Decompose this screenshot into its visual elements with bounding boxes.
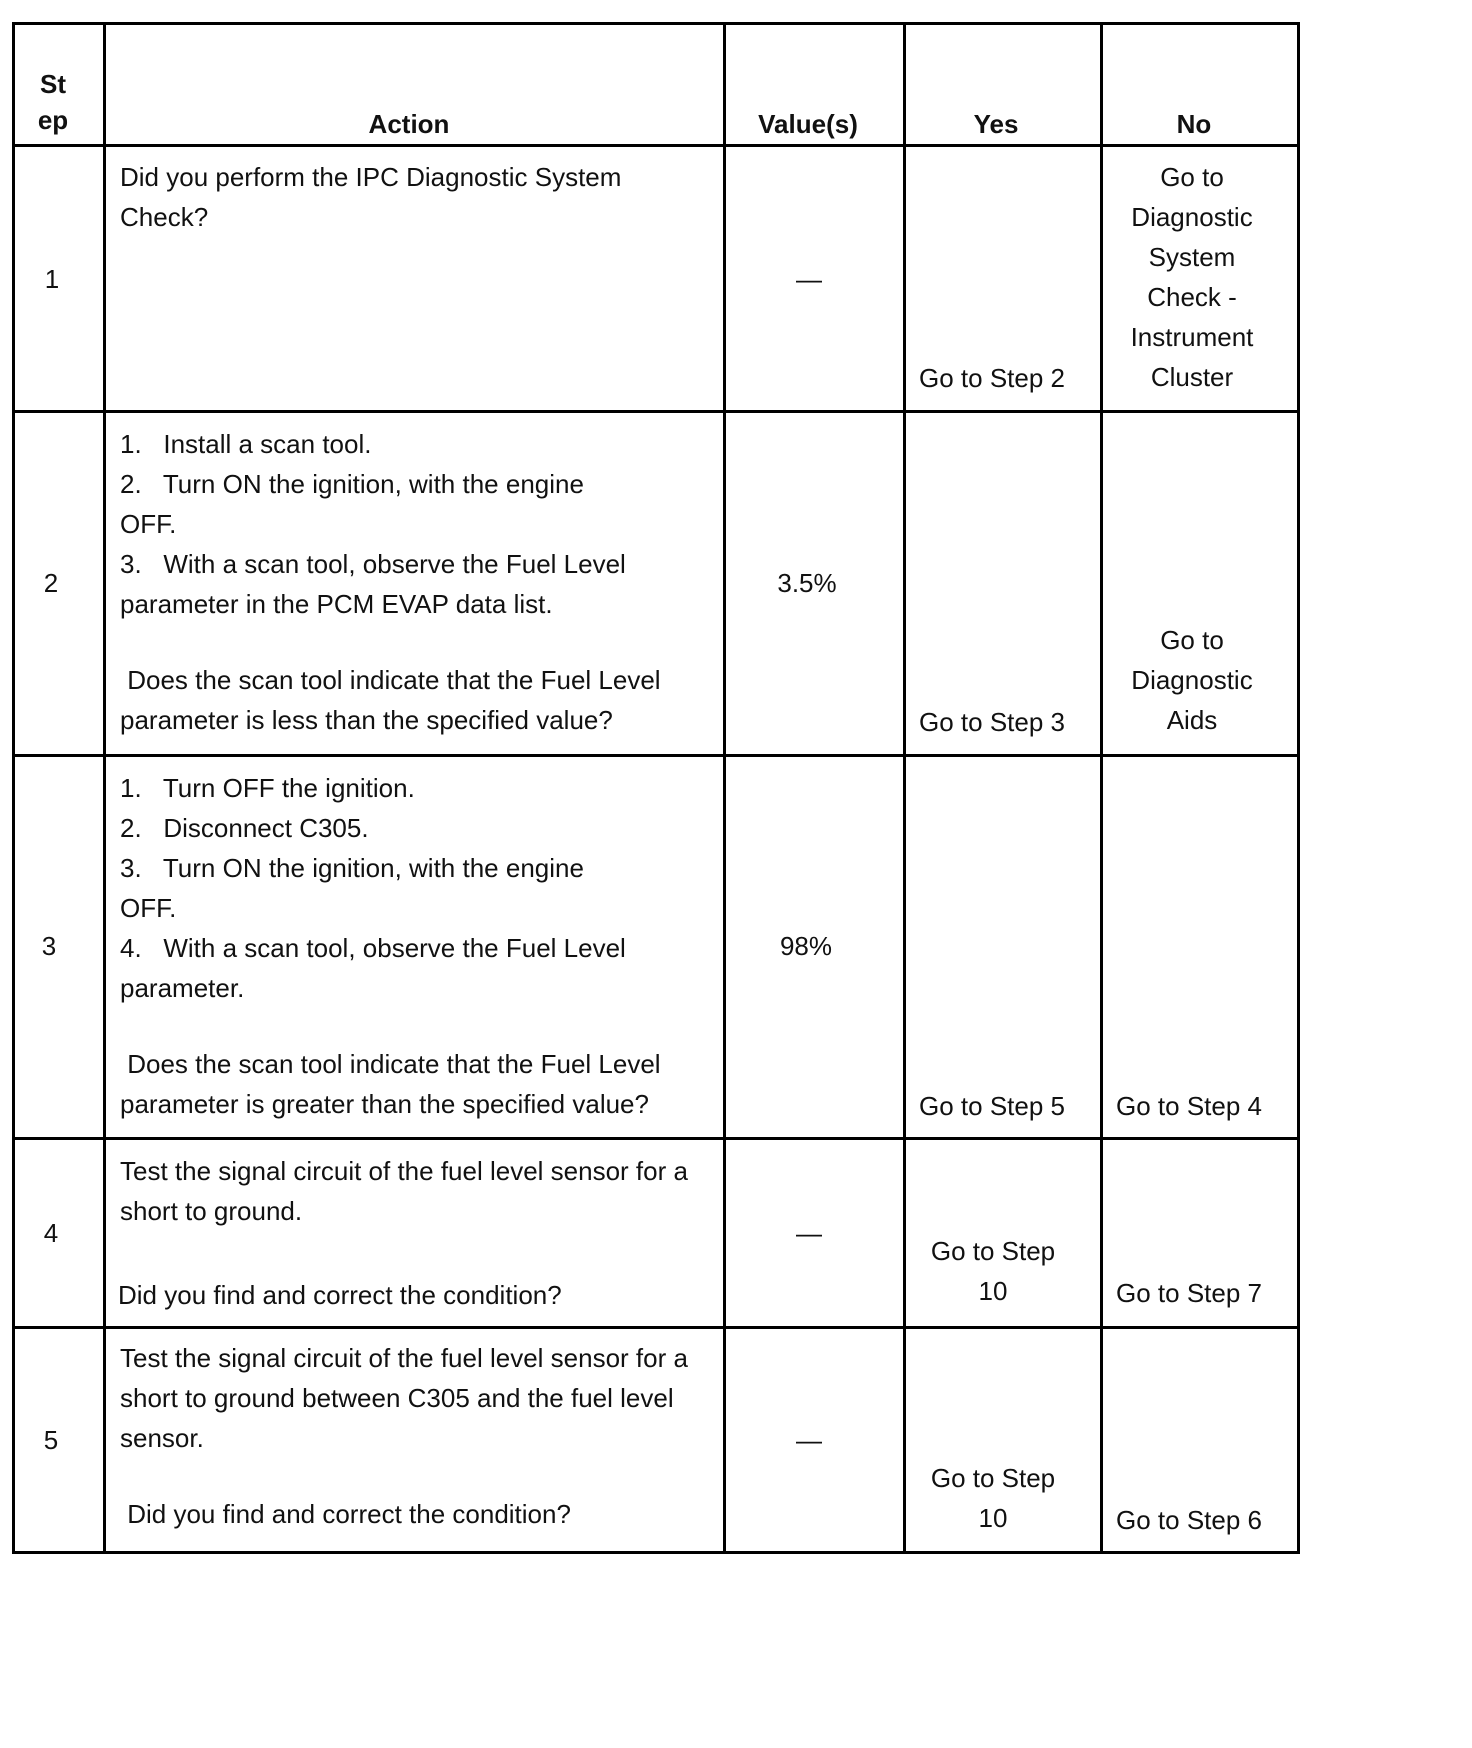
step-number: 1 (44, 264, 60, 294)
header-no: No (1176, 109, 1212, 139)
action-line: short to ground. (120, 1196, 303, 1226)
action-line: parameter in the PCM EVAP data list. (120, 589, 553, 619)
value-cell: — (796, 1218, 822, 1248)
action-line: Check? (120, 202, 209, 232)
no-cell (1103, 620, 1281, 740)
header-step-line: St (40, 69, 66, 99)
grid-line (12, 1551, 1300, 1554)
yes-cell: Go to Step 5 (919, 1091, 1065, 1121)
action-line: Does the scan tool indicate that the Fuel Level (120, 1049, 661, 1079)
action-line: Did you find and correct the condition? (120, 1499, 571, 1529)
yes-line: Go to Step (930, 1236, 1056, 1266)
no-line: System (1148, 242, 1236, 272)
value-cell: 98% (779, 931, 833, 961)
header-step (15, 66, 91, 138)
no-cell: Go to Step 7 (1116, 1278, 1262, 1308)
no-cell: Go to Step 6 (1116, 1505, 1262, 1535)
no-cell: Go to Step 4 (1116, 1091, 1262, 1121)
grid-line (12, 1137, 1300, 1140)
step-number: 2 (43, 568, 59, 598)
value-cell: 3.5% (777, 568, 837, 598)
action-line: 1. Turn OFF the ignition. (120, 773, 415, 803)
action-line: 3. With a scan tool, observe the Fuel Level (120, 549, 626, 579)
action-cell (120, 157, 720, 237)
header-yes: Yes (973, 109, 1019, 139)
step-number: 5 (43, 1425, 59, 1455)
grid-line (903, 22, 906, 1554)
no-line: Instrument (1130, 322, 1254, 352)
yes-line: Go to Step (930, 1463, 1056, 1493)
action-line: Test the signal circuit of the fuel level sensor for a (120, 1156, 688, 1186)
action-line: Did you perform the IPC Diagnostic System (120, 162, 622, 192)
action-line: sensor. (120, 1423, 204, 1453)
yes-cell: Go to Step 3 (919, 707, 1065, 737)
no-line: Go to (1160, 625, 1224, 655)
no-line: Go to (1160, 162, 1224, 192)
header-values: Value(s) (758, 109, 858, 139)
step-number: 4 (43, 1218, 59, 1248)
value-cell: — (796, 264, 822, 294)
grid-line (12, 754, 1300, 757)
action-line: parameter. (120, 973, 245, 1003)
action-line: short to ground between C305 and the fuel level (120, 1383, 674, 1413)
grid-line (12, 22, 15, 1554)
header-step-line: ep (37, 105, 69, 135)
action-line: 1. Install a scan tool. (120, 429, 372, 459)
grid-line (1297, 22, 1300, 1554)
no-line: Diagnostic (1131, 202, 1253, 232)
action-line: parameter is less than the specified value? (120, 705, 613, 735)
grid-line (103, 22, 106, 1554)
no-line: Check - (1147, 282, 1237, 312)
value-cell: — (796, 1425, 822, 1455)
action-line: parameter is greater than the specified value? (120, 1089, 649, 1119)
action-line: 2. Turn ON the ignition, with the engine (120, 469, 584, 499)
action-line: OFF. (120, 509, 177, 539)
action-line: Does the scan tool indicate that the Fuel Level (120, 665, 661, 695)
action-line: 3. Turn ON the ignition, with the engine (120, 853, 584, 883)
grid-line (12, 1326, 1300, 1329)
no-cell (1103, 157, 1281, 397)
action-cell (118, 1151, 720, 1315)
action-line: Test the signal circuit of the fuel level sensor for a (120, 1343, 688, 1373)
yes-line: 10 (978, 1276, 1008, 1306)
action-cell (120, 424, 720, 740)
action-cell (120, 1338, 720, 1534)
no-line: Diagnostic (1131, 665, 1253, 695)
action-line: OFF. (120, 893, 177, 923)
action-cell (120, 768, 720, 1124)
header-action: Action (368, 109, 450, 139)
action-line: 4. With a scan tool, observe the Fuel Level (120, 933, 626, 963)
yes-cell (906, 1231, 1080, 1311)
step-number: 3 (41, 931, 57, 961)
grid-line (12, 410, 1300, 413)
yes-cell (906, 1458, 1080, 1538)
yes-line: 10 (978, 1503, 1008, 1533)
yes-cell: Go to Step 2 (919, 363, 1065, 393)
no-line: Aids (1166, 705, 1218, 735)
grid-line (12, 22, 1300, 25)
action-line: Did you find and correct the condition? (118, 1280, 562, 1310)
grid-line (723, 22, 726, 1554)
action-line: 2. Disconnect C305. (120, 813, 369, 843)
no-line: Cluster (1150, 362, 1234, 392)
grid-line (12, 144, 1300, 147)
